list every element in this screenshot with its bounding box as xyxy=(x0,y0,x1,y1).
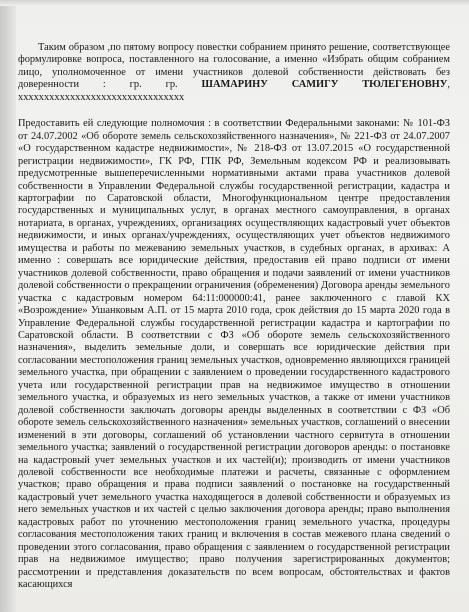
document-body xyxy=(18,42,450,591)
page-top-edge xyxy=(0,0,469,6)
paragraph-decision-tail: , хххххххххххххххххххххххххххххххх xyxy=(18,79,450,103)
paragraph-gap xyxy=(18,104,450,118)
paragraph-decision xyxy=(18,42,450,104)
paragraph-decision-text: Таким образом ,по пятому вопросу повестки собранием принято решение, соответствующее формулировке вопроса, поставленного на голосование, а именно «Избрать общим собранием лицо, уполномоченное от имени участников долевой собственности действовать без доверенности : гр. гр. xyxy=(18,42,450,91)
paragraph-powers: Предоставить ей следующие полномочия : в соответствии Федеральными законами: № 101-ФЗ от 24.07.2002 «Об обороте земель сельскохозяйственного назначения», № 221-ФЗ от 24.07.2007 «О государственном кадастре недвижимости», № 218-ФЗ от 13.07.2015 «О государственной регистрации недвижимости», ГК РФ, ГПК РФ, Земельным кодексом РФ и реализовывать предусмотренные вышеперечисленными нормативными актами права участников долевой собственности в Управлении Федеральной службы государственной регистрации, кадастра и картографии по Саратовской области, Многофункциональном центре предоставления государственных и муниципальных услуг, в органах местного самоуправления, в органах нотариата, в органах, учреждениях, организациях осуществляющих кадастровый учет объектов недвижимости, и иных органах/учреждениях, осуществляющих учет объектов недвижимого имущества и работы по межеванию земельных участков, в судебных органах, в архивах: А именно : совершать все юридические действия, предоставив ей право подписи от имени участников долевой собственности, право обращения и подачи заявлений от имени участников долевой собственности о прекращении ограничения (обременения) Договора аренды земельного участка с кадастровым номером 64:11:000000:41, ранее заключенного с главой КХ «Возрождение» Ушанковым А.П. от 15 марта 2010 года, срок действия до 15 марта 2020 года в Управление Федеральной службы государственной регистрации кадастра и картографии по Саратовской области. В соответствии с ФЗ «Об обороте земель сельскохозяйственного назначения», выделить земельные доли, и совершать все юридические действия при согласовании местоположения границ земельных участков, одновременно являющихся границей земельного участка, при обращении с заявлением о проведении государственного кадастрового учета или государственной регистрации прав на недвижимое имущество в отношении земельного участка, и образуемых из него земельных участков, а также от имени участников долевой собственности заключать договоры аренды выделенных в соответствии с ФЗ «Об обороте земель сельскохозяйственного назначения» земельных участков, соглашений о внесении изменений в эти договоры, соглашений об установлении частного сервитута в отношении земельного участка; заявлений о государственной регистрации договоров аренды: о постановке на кадастровый учет земельных участков и их частей(и); производить от имени участников долевой собственности все необходимые платежи и расчеты, связанные с оформлением участков; право обращения и права подписи заявлений о постановке на государственный кадастровый учет земельного участка находящегося в долевой собственности и образуемых из него земельных участков и их частей с целью заключения договора аренды; право выполнения кадастровых работ по уточнению местоположения границ земельного участка, процедуры согласования местоположения таких границ и включения в состав межевого плана сведений о проведении этого согласования, право обращения с заявлением о государственной регистрации прав на недвижимое имущество; право получения зарегистрированных документов; рассмотрении и представления доказательств по всем вопросам, обстоятельствах и фактов касающихся xyxy=(18,118,450,591)
page-edge-shadow xyxy=(0,0,16,612)
authorized-person-name: ШАМАРИНУ САМИГУ ТЮЛЕГЕНОВНУ xyxy=(201,79,448,91)
